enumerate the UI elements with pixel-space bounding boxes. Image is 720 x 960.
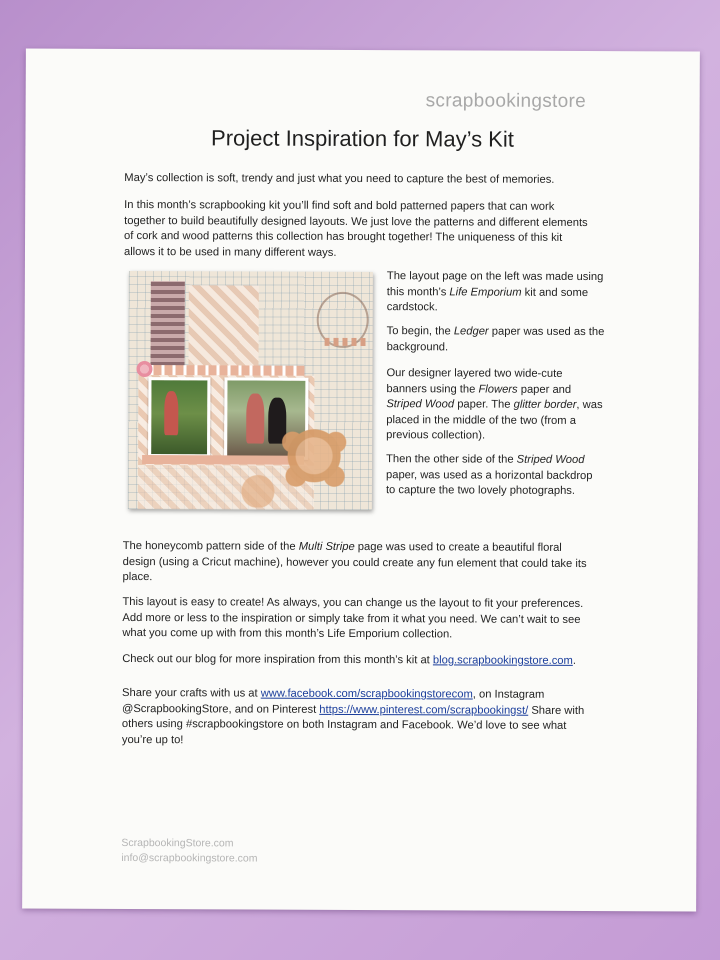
side-paragraph-1: The layout page on the left was made using this month’s Life Emporium kit and some cardstock. <box>386 270 604 314</box>
easy-paragraph: This layout is easy to create! As always, you can change us the layout to fit your preferences. Add more or less to the inspiration or simply take from it what you need. We can’t wait to see what you come up with from this month’s Life Emporium collection. <box>122 595 584 641</box>
glitter-banner <box>142 365 304 376</box>
blog-link[interactable]: blog.scrapbookingstore.com <box>432 654 573 667</box>
side-paragraph-2: To begin, the Ledger paper was used as the background. <box>386 325 605 353</box>
couple-photo-left <box>148 377 210 457</box>
footer-site: ScrapbookingStore.com <box>121 836 234 850</box>
flowers-paper-strip <box>150 281 184 366</box>
arrow-border <box>325 338 369 346</box>
person-figure <box>164 391 178 435</box>
kit-paragraph: In this month’s scrapbooking kit you’ll find soft and bold patterned papers that can work together to build beautifully designed layouts. We just love the patterns and different elements of cork and wood patterns this collection has brought together! The uniqueness of this kit allows it to be used in many different ways. <box>123 198 588 259</box>
striped-wood-strip <box>188 285 258 367</box>
footer-email: info@scrapbookingstore.com <box>121 851 258 865</box>
facebook-link[interactable]: www.facebook.com/scrapbookingstorecom <box>260 687 473 701</box>
side-paragraph-4: Then the other side of the Striped Wood paper, was used as a horizontal backdrop to capture the two lovely photographs. <box>385 453 593 497</box>
pinterest-link[interactable]: https://www.pinterest.com/scrapbookingst/ <box>319 703 529 717</box>
floral-cutout-small <box>228 467 288 507</box>
honeycomb-floral-cutout <box>278 422 350 490</box>
printed-page <box>22 49 700 912</box>
page-title: Project Inspiration for May’s Kit <box>211 125 514 152</box>
honeycomb-paragraph: The honeycomb pattern side of the Multi Stripe page was used to create a beautiful floral design (using a Cricut machine), however you could create any fun element that could take its place. <box>122 539 587 584</box>
pink-embellishment <box>136 361 152 377</box>
share-paragraph: Share your crafts with us at www.facebook.com/scrapbookingstorecom, on Instagram @ScrapbookingStore, and on Pinterest https://www.pinterest.com/scrapbookingst/ Share with others using #scrapbookingstore on both Instagram and Facebook. We’d love to see what you’re up to! <box>121 686 585 746</box>
blog-paragraph: Check out our blog for more inspiration from this month’s kit at blog.scrapbookingstore.com. <box>122 652 576 667</box>
side-paragraph-3: Our designer layered two wide-cute banners using the Flowers paper and Striped Wood paper. The glitter border, was placed in the middle of the two (from a previous collection). <box>386 367 603 442</box>
scrapbookingstore-logo: scrapbookingstore <box>425 90 587 112</box>
intro-paragraph: May’s collection is soft, trendy and just what you need to capture the best of memories. <box>124 171 555 186</box>
person-figure <box>246 393 264 443</box>
scrapbook-layout-photo <box>128 271 373 510</box>
